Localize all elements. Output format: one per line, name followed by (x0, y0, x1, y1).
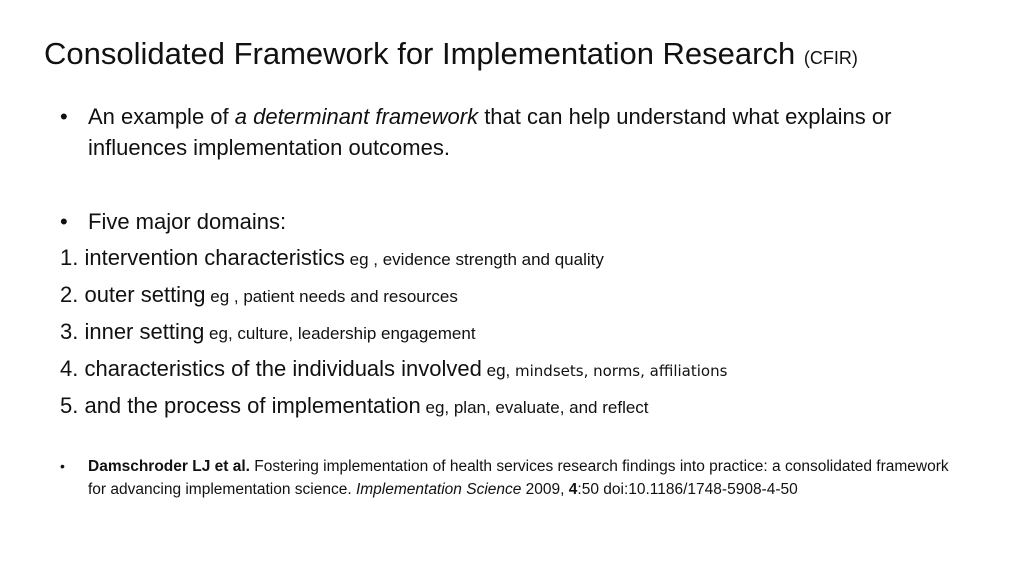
domain-label: 1. intervention characteristics (60, 245, 345, 270)
domain-example: eg, culture, leadership engagement (204, 324, 476, 343)
reference-pages-doi: :50 doi:10.1186/1748-5908-4-50 (577, 481, 798, 498)
domain-example-extra: mindsets, norms, affiliations (510, 362, 728, 380)
domain-label: 4. characteristics of the individuals involved (60, 356, 482, 381)
reference-authors: Damschroder LJ et al. (88, 458, 250, 475)
domain-item-individuals (60, 355, 727, 385)
bullet-marker: • (60, 104, 68, 129)
bullet-text: Five major domains: (88, 209, 287, 234)
bullet-text (88, 101, 960, 163)
domain-example: eg, (481, 361, 511, 380)
domain-label: 3. inner setting (60, 319, 205, 344)
bullet-text-emphasis: a determinant framework (234, 104, 479, 129)
reference-title: Fostering implementation of health services research findings into practice: a consolidated framework for advancing implementation science. (88, 458, 949, 498)
bullet-text-prefix: An example of (88, 104, 235, 129)
reference-text (88, 455, 960, 501)
domain-label: 2. outer setting (60, 282, 206, 307)
reference-citation (60, 455, 960, 501)
reference-journal: Implementation Science (355, 481, 522, 498)
slide-title (44, 32, 858, 80)
domain-example: eg , patient needs and resources (205, 287, 458, 306)
reference-year: 2009, (521, 481, 569, 498)
bullet-marker: • (60, 209, 68, 234)
title-main: Consolidated Framework for Implementation Research (44, 36, 796, 71)
title-abbreviation: (CFIR) (803, 48, 858, 68)
bullet-five-domains (60, 206, 960, 237)
domain-example: eg , evidence strength and quality (344, 250, 604, 269)
domain-example: eg, plan, evaluate, and reflect (420, 398, 649, 417)
reference-volume: 4 (568, 481, 578, 498)
bullet-text-suffix: that can help understand what explains or influences implementation outcomes. (88, 104, 892, 160)
domain-item-inner-setting (60, 318, 476, 348)
domain-label: 5. and the process of implementation (60, 393, 421, 418)
bullet-marker: • (60, 458, 65, 474)
domain-item-outer-setting (60, 281, 458, 311)
domain-item-intervention (60, 244, 604, 274)
domain-item-process (60, 392, 649, 422)
bullet-determinant-framework (60, 101, 960, 163)
